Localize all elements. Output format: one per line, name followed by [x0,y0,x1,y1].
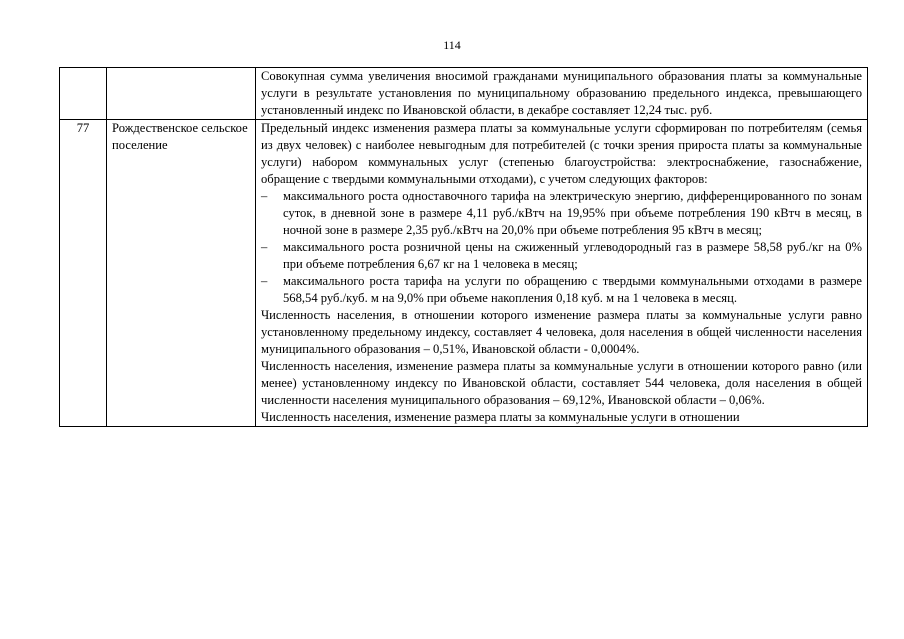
municipal-index-table [59,67,868,427]
paragraph-intro: Предельный индекс изменения размера платы за коммунальные услуги сформирован по потребителям (семья из двух человек) с наиболее невыгодным для потребителей (с точки зрения прироста платы за коммунальные услуги) набором коммунальных услуг (степенью благоустройства: электроснабжение, газоснабжение, обращение с твердыми коммунальными отходами), с учетом следующих факторов: [261,121,862,186]
list-item-text: максимального роста розничной цены на сжиженный углеводородный газ в размере 58,58 руб./кг на 0% при объеме потребления 6,67 кг на 1 человека в месяц; [283,240,862,271]
list-item [261,188,862,239]
list-item [261,239,862,273]
description-cell [256,120,868,427]
description-cell [256,68,868,120]
paragraph-total-increase: Совокупная сумма увеличения вносимой гражданами муниципального образования платы за коммунальные услуги в результате установления по муниципальному образованию предельного индекса, превышающего установленный индекс по Ивановской области, в декабре составляет 12,24 тыс. руб. [261,69,862,117]
municipality-name-cell: Рождественское сельское поселение [107,120,256,427]
paragraph-population-continued: Численность населения, изменение размера платы за коммунальные услуги в отношении [261,410,740,424]
page-number: 114 [443,38,461,52]
list-item [261,273,862,307]
row-number-cell: 77 [60,120,107,427]
factors-list [261,188,862,307]
paragraph-population-below-index: Численность населения, изменение размера платы за коммунальные услуги в отношении которого равно (или менее) установленному индексу по Ивановской области, составляет 544 человека, доля населения в общей численности населения муниципального образования – 69,12%, Ивановской области – 0,06%. [261,359,862,407]
municipality-name-cell [107,68,256,120]
list-item-text: максимального роста тарифа на услуги по обращению с твердыми коммунальными отходами в размере 568,54 руб./куб. м на 9,0% при объеме накопления 0,18 куб. м на 1 человека в месяц. [283,274,862,305]
dash-marker: – [261,189,268,203]
dash-marker: – [261,240,268,254]
table-row-continuation [60,68,868,120]
row-number-cell [60,68,107,120]
paragraph-population-equal-index: Численность населения, в отношении которого изменение размера платы за коммунальные услуги равно установленному предельному индексу, составляет 4 человека, доля населения в общей численности населения муниципального образования – 0,51%, Ивановской области - 0,0004%. [261,308,862,356]
dash-marker: – [261,274,268,288]
list-item-text: максимального роста одноставочного тарифа на электрическую энергию, дифференцированного по зонам суток, в дневной зоне в размере 4,11 руб./кВтч на 19,95% при объеме потребления 190 кВтч в месяц, в ночной зоне в размере 2,35 руб./кВтч на 20,0% при объеме потребления 95 кВтч в месяц; [283,189,862,237]
table-row-77 [60,120,868,427]
